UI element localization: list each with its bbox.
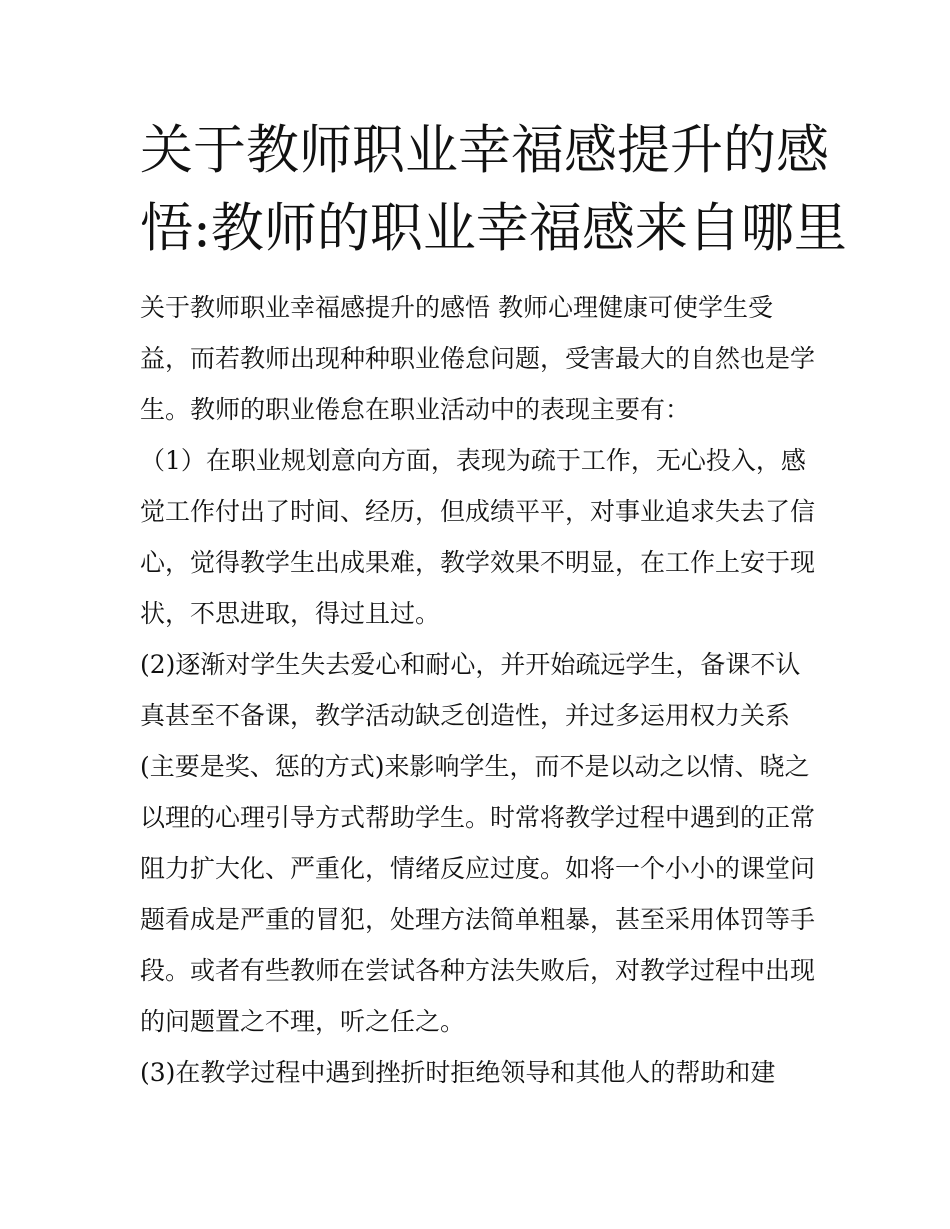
title-line: 悟:教师的职业幸福感来自哪里 xyxy=(140,198,847,259)
body-line: (3)在教学过程中遇到挫折时拒绝领导和其他人的帮助和建 xyxy=(140,1058,776,1087)
body-line: 题看成是严重的冒犯，处理方法简单粗暴，甚至采用体罚等手 xyxy=(140,905,816,934)
body-line: 以理的心理引导方式帮助学生。时常将教学过程中遇到的正常 xyxy=(140,803,816,832)
body-line: 关于教师职业幸福感提升的感悟 教师心理健康可使学生受 xyxy=(140,293,773,322)
body-line: (主要是奖、惩的方式)来影响学生，而不是以动之以情、晓之 xyxy=(140,752,810,781)
body-line: (2)逐渐对学生失去爱心和耐心，并开始疏远学生，备课不认 xyxy=(140,650,801,679)
body-line: 阻力扩大化、严重化，情绪反应过度。如将一个小小的课堂问 xyxy=(140,854,816,883)
body-line: 益，而若教师出现种种职业倦怠问题，受害最大的自然也是学 xyxy=(140,344,816,373)
body-line: 段。或者有些教师在尝试各种方法失败后，对教学过程中出现 xyxy=(140,956,816,985)
body-line: 的问题置之不理，听之任之。 xyxy=(140,1007,466,1036)
title-line: 关于教师职业幸福感提升的感 xyxy=(140,120,829,181)
body-line: 心，觉得教学生出成果难，教学效果不明显，在工作上安于现 xyxy=(140,548,816,577)
document-body xyxy=(140,282,830,1098)
body-line: 觉工作付出了时间、经历，但成绩平平，对事业追求失去了信 xyxy=(140,497,816,526)
body-line: （1）在职业规划意向方面，表现为疏于工作，无心投入，感 xyxy=(140,446,806,475)
body-line: 真甚至不备课，教学活动缺乏创造性，并过多运用权力关系 xyxy=(140,701,791,730)
page-title xyxy=(140,112,847,268)
body-line: 生。教师的职业倦怠在职业活动中的表现主要有： xyxy=(140,395,691,424)
body-line: 状，不思进取，得过且过。 xyxy=(140,599,441,628)
